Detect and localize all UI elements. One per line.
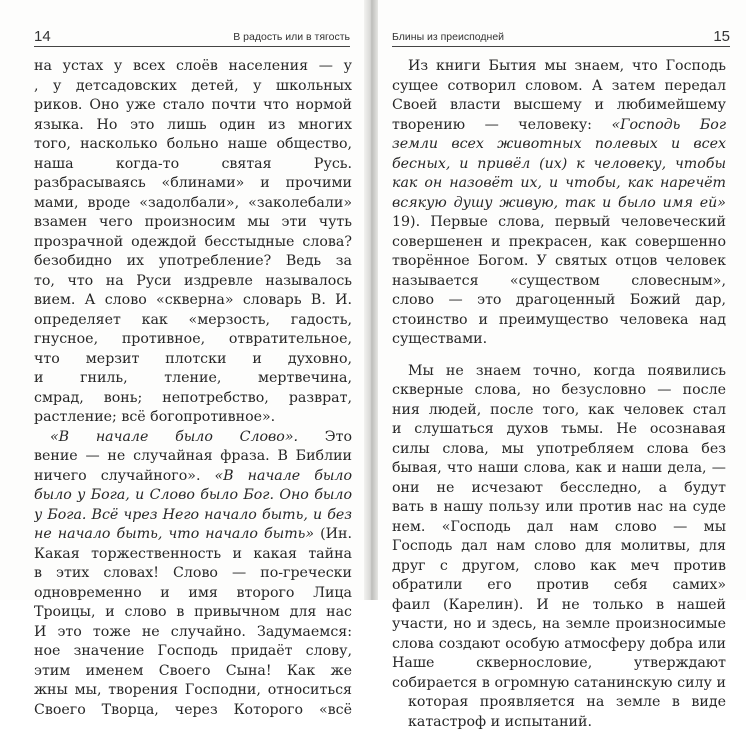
text-line: Своего Творца, через Которого «всё — [34, 701, 352, 721]
text-line: собирается в огромную сатанинскую силу и — [392, 674, 726, 694]
text-line: у Бога. Всё чрез Него начало быть, и без — [34, 506, 352, 526]
book-gutter — [364, 0, 378, 600]
text-line: этим именем Своего Сына! Как же — [34, 662, 352, 682]
text-line: ное значение Господь придаёт слову, — [34, 642, 352, 662]
text-line: бывая, что наши слова, как и наши дела, — — [392, 459, 726, 479]
text-line: скверные слова, но безусловно — после — [392, 381, 726, 401]
text-line: наша когда-то святая Русь. — [34, 155, 352, 175]
text-line: вать в нашу пользу или против нас на суде — [392, 498, 726, 518]
text-line: катастроф и испытаний. — [392, 713, 726, 732]
page-number: 15 — [713, 28, 730, 45]
text-line: Мы не знаем точно, когда появились — [392, 362, 726, 382]
text-line: силы слова, мы употребляем слова без — [392, 440, 726, 460]
text-line: существами. — [392, 330, 726, 350]
text-line: творённое Богом. У святых отцов человек — [392, 252, 726, 272]
text-line: называется «существом словесным», — [392, 272, 726, 292]
text-line: не начало быть, что начало быть» (Ин. — [34, 525, 352, 545]
text-line: что мерзит плотски и духовно, — [34, 350, 352, 370]
text-line: стоинство и преимущество человека над — [392, 311, 726, 331]
text-line: участи, но и здесь, на земле произносимые — [392, 615, 726, 635]
page-number: 14 — [34, 28, 51, 45]
text-line: ния людей, после того, как человек стал — [392, 401, 726, 421]
text-line: «В начале было Слово». Это — [34, 428, 352, 448]
text-line: земли всех животных полевых и всех — [392, 135, 726, 155]
text-line: безобидно их употребление? Ведь за — [34, 252, 352, 272]
text-line: всякую душу живую, так и было имя ей» — [392, 194, 726, 214]
text-line: Наше сквернословие, утверждают — [392, 654, 726, 674]
text-line: гнусное, противное, отвратительное, — [34, 330, 352, 350]
text-line: ничего случайного». «В начале было — [34, 467, 352, 487]
text-line: 19). Первые слова, первый человеческий — [392, 213, 726, 233]
running-title: В радость или в тягость — [233, 31, 350, 43]
right-page — [378, 0, 746, 600]
text-line: языка. Но это лишь один из многих — [34, 116, 352, 136]
header-rule — [34, 46, 350, 47]
right-page-body — [392, 57, 726, 732]
text-line: жны мы, творения Господни, относиться — [34, 681, 352, 701]
text-line: бесных, и привёл (их) к человеку, чтобы — [392, 155, 726, 175]
text-line: вение — не случайная фраза. В Библии — [34, 447, 352, 467]
text-line: слово — это драгоценный Божий дар, — [392, 291, 726, 311]
text-line: друг с другом, слово как меч против — [392, 557, 726, 577]
left-page — [0, 0, 364, 600]
text-line: совершенен и прекрасен, как совершенно — [392, 233, 726, 253]
text-line: И это тоже не случайно. Задумаемся: — [34, 623, 352, 643]
text-line: Господь дал нам слово для молитвы, для — [392, 537, 726, 557]
text-line: нем. «Господь дал нам слово — мы — [392, 518, 726, 538]
text-line: слова создают особую атмосферу добра или — [392, 635, 726, 655]
text-line: Троицы, и слово в привычном для нас — [34, 603, 352, 623]
text-line: Из книги Бытия мы знаем, что Господь — [392, 57, 726, 77]
text-line: риков. Оно уже стало почти что нормой — [34, 96, 352, 116]
text-line: то, что на Руси издревле называлось — [34, 272, 352, 292]
text-line: в этих словах! Слово — по-гречески — [34, 564, 352, 584]
left-page-header — [34, 26, 350, 48]
text-line: на устах у всех слоёв населения — у — [34, 57, 352, 77]
text-line: смрад, вонь; непотребство, разврат, — [34, 389, 352, 409]
text-line: и гниль, тление, мертвечина, — [34, 369, 352, 389]
text-line: Какая торжественность и какая тайна — [34, 545, 352, 565]
right-page-header — [392, 26, 730, 48]
header-rule — [392, 46, 730, 47]
text-line: растление; всё богопротивное». — [34, 408, 352, 428]
text-line: вием. А слово «скверна» словарь В. И. — [34, 291, 352, 311]
text-line: Своей власти высшему и любимейшему — [392, 96, 726, 116]
text-line: фаил (Карелин). И не только в нашей — [392, 596, 726, 616]
text-line: , у детсадовских детей, у школьных — [34, 77, 352, 97]
paragraph-gap — [392, 350, 726, 362]
text-line: одновременно и имя второго Лица — [34, 584, 352, 604]
text-line: разбрасываясь «блинами» и прочими — [34, 174, 352, 194]
text-line: как он назовёт их, и чтобы, как наречёт — [392, 174, 726, 194]
left-page-body — [34, 57, 352, 720]
text-line: которая проявляется на земле в виде — [392, 693, 726, 713]
text-line: взамен чего произносим мы эти чуть — [34, 213, 352, 233]
text-line: было у Бога, и Слово было Бог. Оно было — [34, 486, 352, 506]
running-title: Блины из преисподней — [392, 31, 504, 43]
text-line: определяет как «мерзость, гадость, — [34, 311, 352, 331]
text-line: обратили его против себя самих» — [392, 576, 726, 596]
text-line: они не исчезают бесследно, а будут — [392, 479, 726, 499]
text-line: того, насколько больно наше общество, — [34, 135, 352, 155]
text-line: творению — человеку: «Господь Бог — [392, 116, 726, 136]
text-line: и слушаться духов тьмы. Не осознавая — [392, 420, 726, 440]
text-line: мами, вроде «задолбали», «заколебали» — [34, 194, 352, 214]
text-line: сущее сотворил словом. А затем передал — [392, 77, 726, 97]
text-line: прозрачной одеждой бесстыдные слова? — [34, 233, 352, 253]
